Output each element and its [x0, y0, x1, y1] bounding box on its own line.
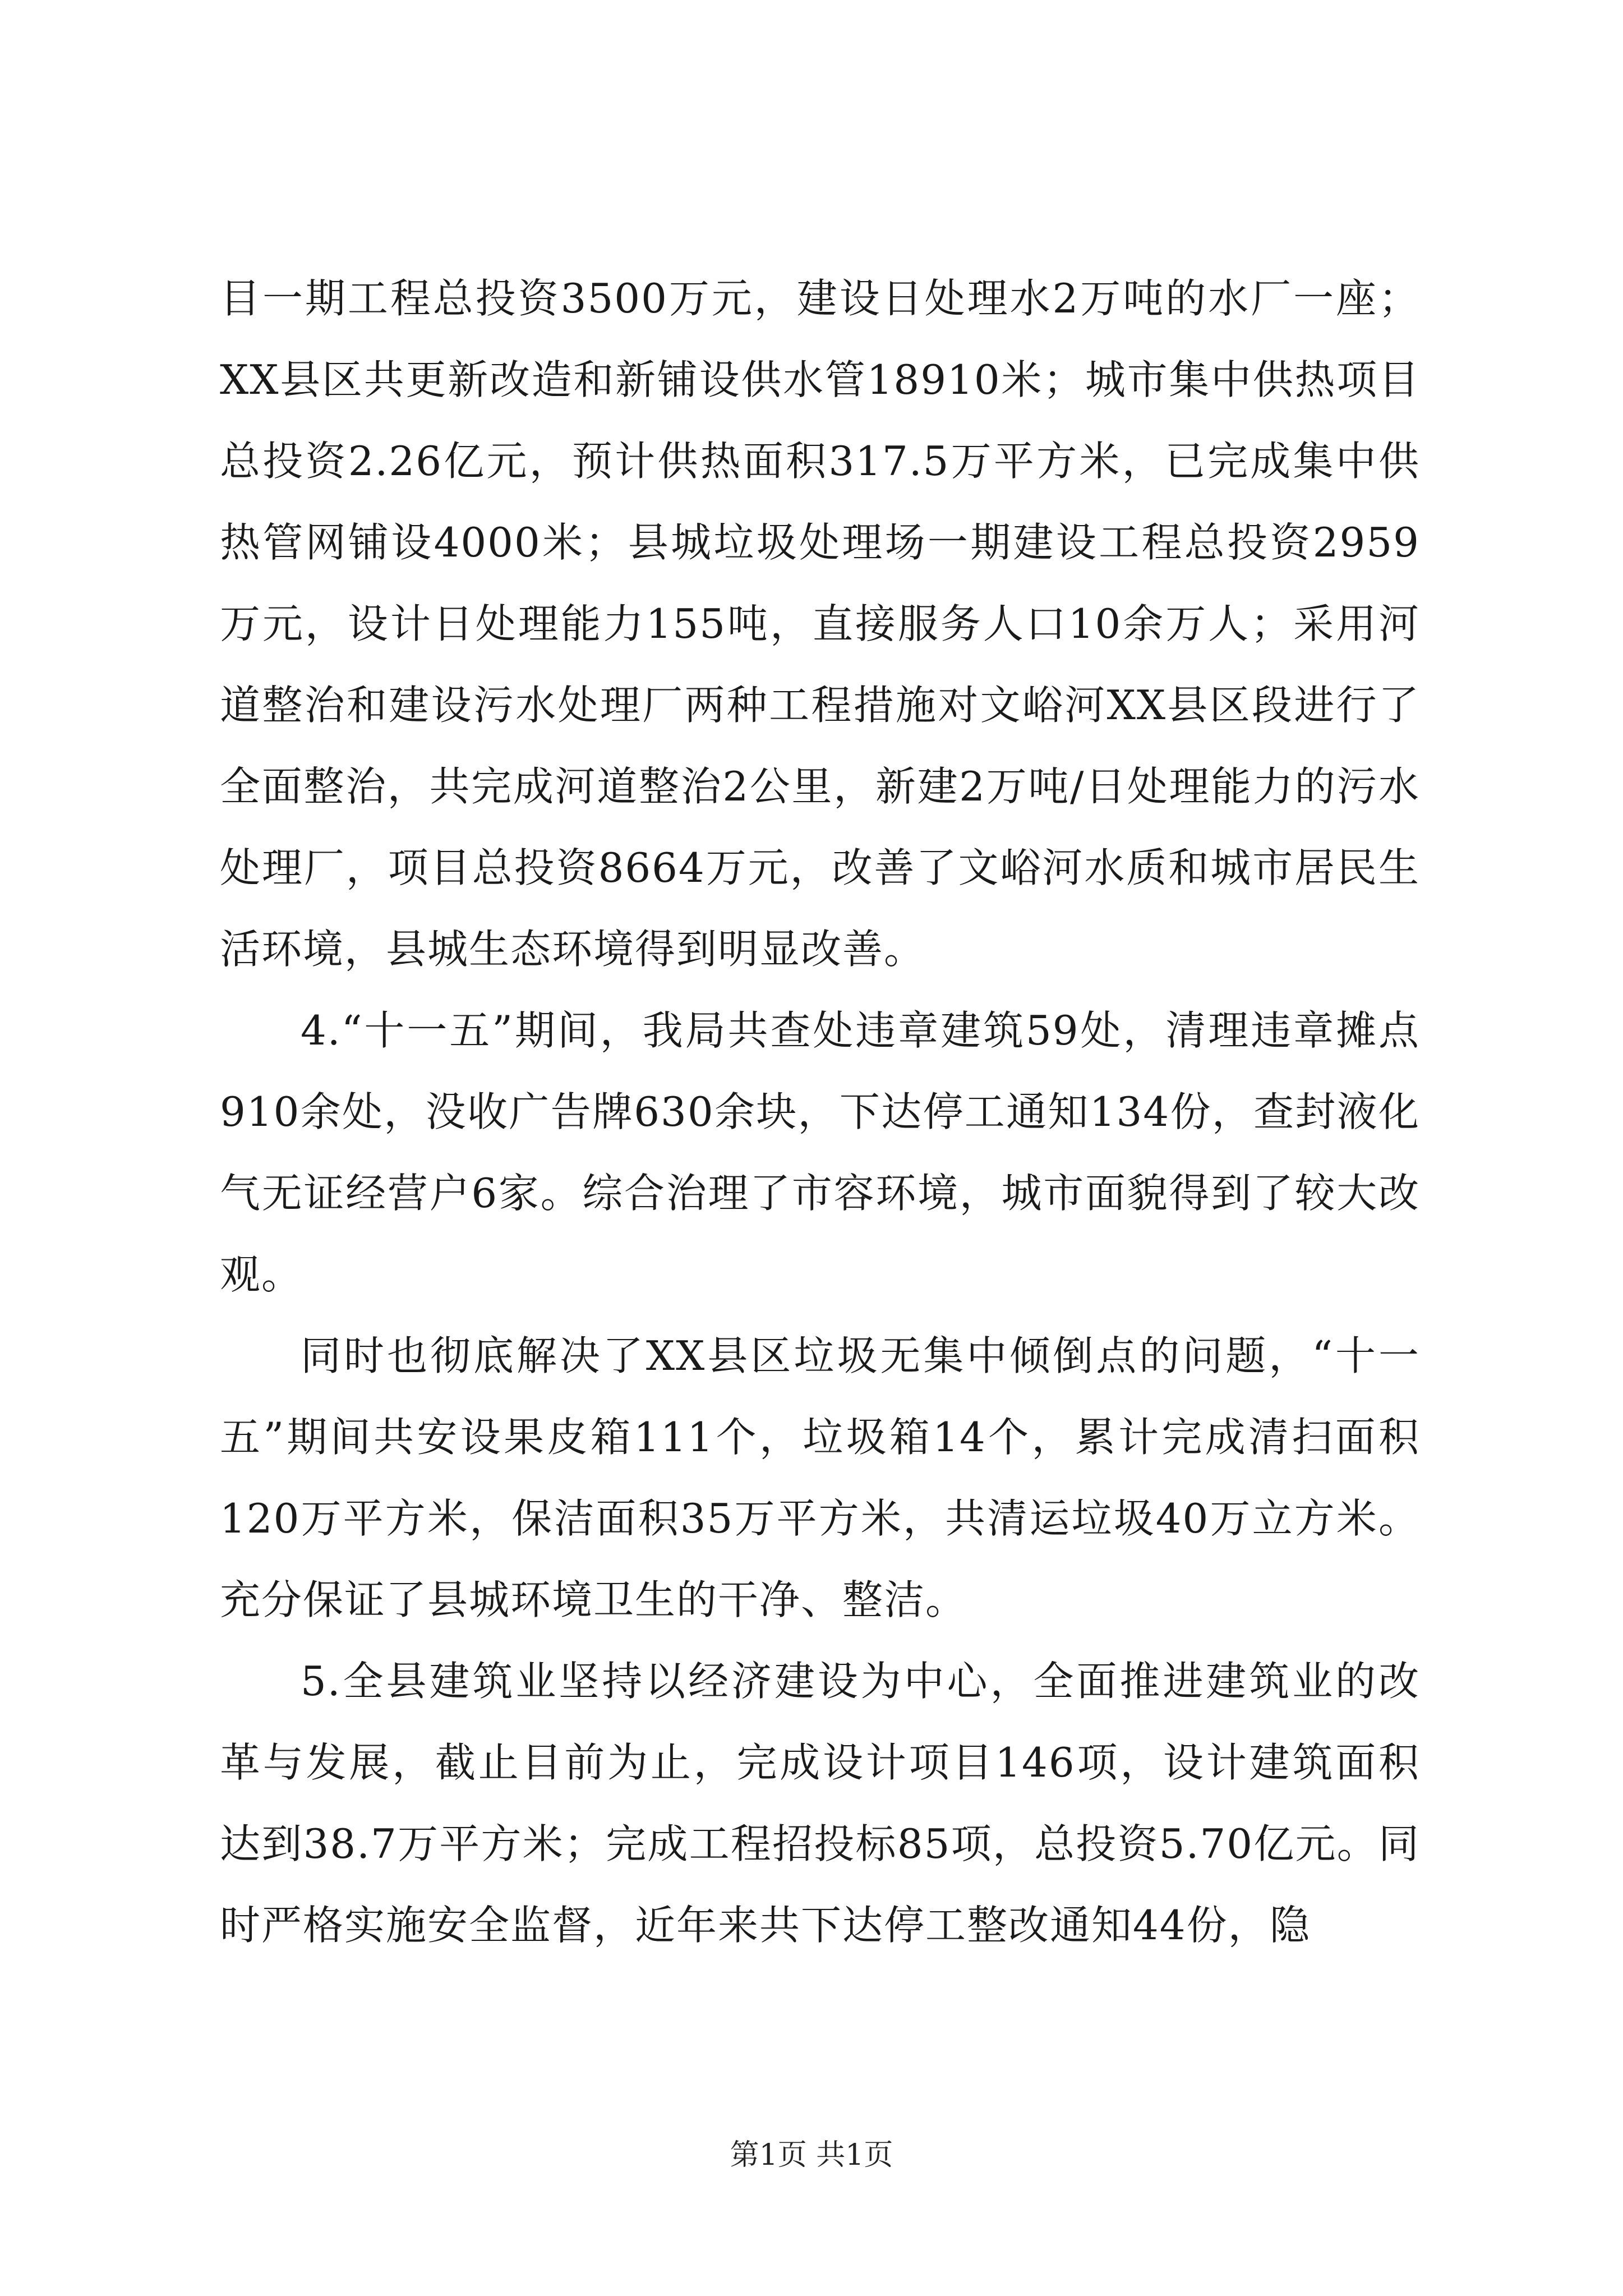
- paragraph-1: 目一期工程总投资3500万元，建设日处理水2万吨的水厂一座；XX县区共更新改造和新铺设供水管18910米；城市集中供热项目总投资2.26亿元，预计供热面积317.5万平方米，已完成集中供热管网铺设4000米；县城垃圾处理场一期建设工程总投资2959万元，设计日处理能力155吨，直接服务人口10余万人；采用河道整治和建设污水处理厂两种工程措施对文峪河XX县区段进行了全面整治，共完成河道整治2公里，新建2万吨/日处理能力的污水处理厂，项目总投资8664万元，改善了文峪河水质和城市居民生活环境，县城生态环境得到明显改善。: [220, 275, 1420, 973]
- page-footer: 第1页 共1页: [730, 2138, 893, 2172]
- paragraph-2: 4.“十一五”期间，我局共查处违章建筑59处，清理违章摊点910余处，没收广告牌630余块，下达停工通知134份，查封液化气无证经营户6家。综合治理了市容环境，城市面貌得到了较大改观。: [220, 1007, 1420, 1298]
- paragraph-4: 5.全县建筑业坚持以经济建设为中心，全面推进建筑业的改革与发展，截止目前为止，完成设计项目146项，设计建筑面积达到38.7万平方米；完成工程招投标85项，总投资5.70亿元。同时严格实施安全监督，近年来共下达停工整改通知44份，隐: [220, 1658, 1420, 1949]
- document-body: [220, 258, 1420, 1966]
- paragraph-3: 同时也彻底解决了XX县区垃圾无集中倾倒点的问题，“十一五”期间共安设果皮箱111个，垃圾箱14个，累计完成清扫面积120万平方米，保洁面积35万平方米，共清运垃圾40万立方米。充分保证了县城环境卫生的干净、整洁。: [220, 1332, 1420, 1623]
